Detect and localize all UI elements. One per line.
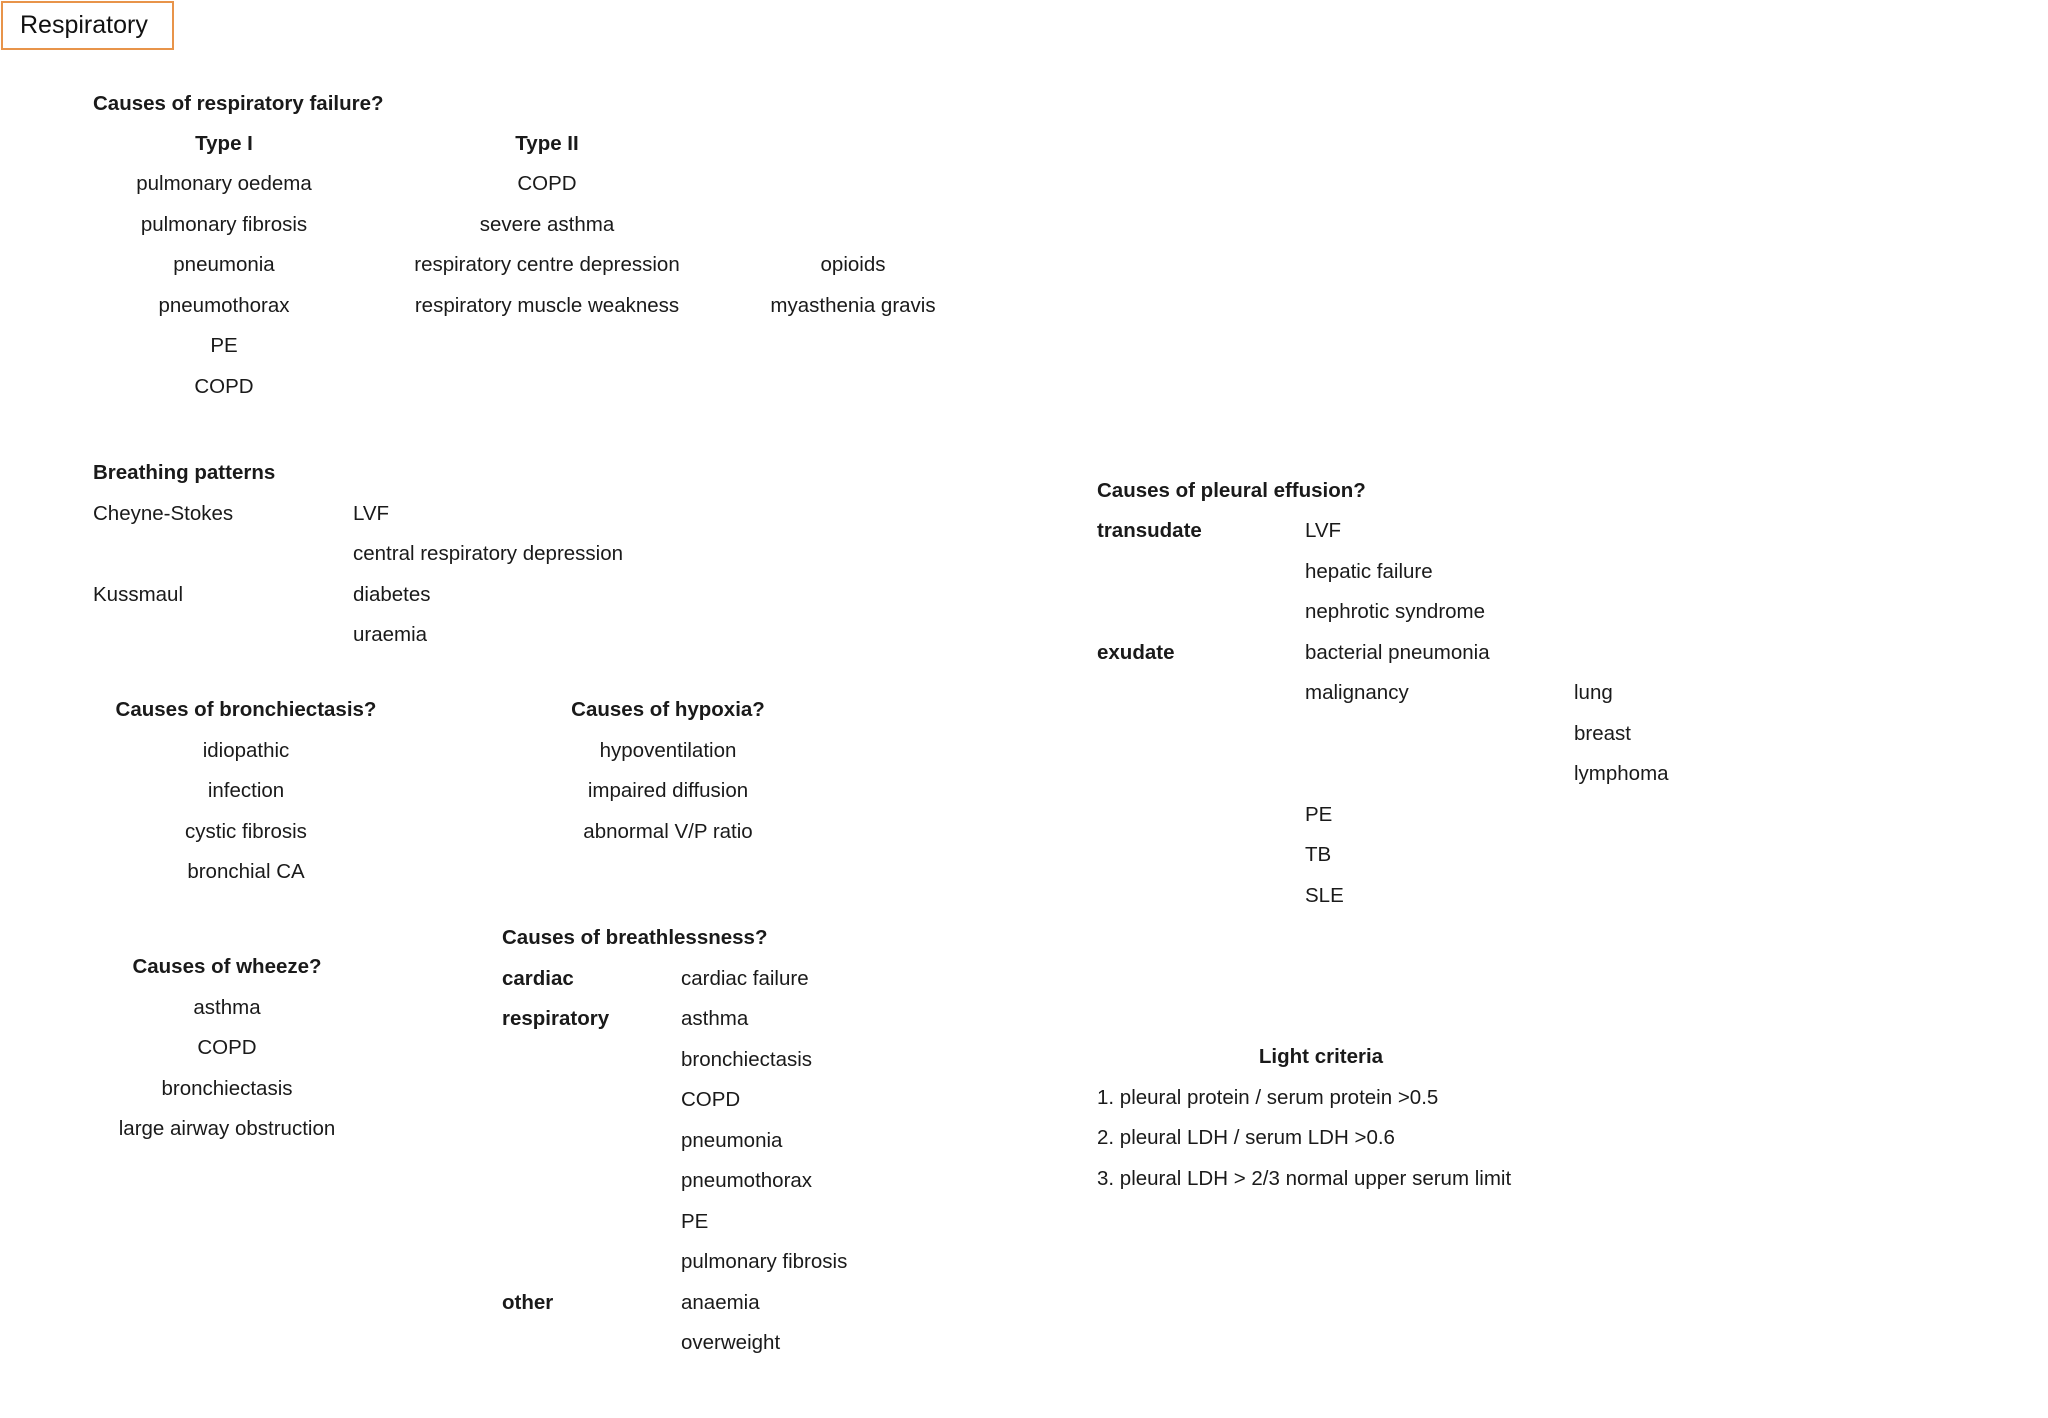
list-item: LVF (353, 502, 390, 525)
group-label: cardiac (502, 967, 574, 990)
list-item: PE (1305, 803, 1333, 826)
list-item: infection (207, 779, 285, 802)
column-header-type-2: Type II (515, 132, 579, 155)
section-title: Causes of bronchiectasis? (115, 698, 377, 721)
list-item: hepatic failure (1305, 560, 1433, 583)
list-item: overweight (681, 1331, 781, 1354)
list-item: opioids (820, 253, 886, 276)
list-item: bronchiectasis (681, 1048, 813, 1071)
section-title: Breathing patterns (93, 461, 276, 484)
section-title: Causes of respiratory failure? (93, 92, 384, 115)
section-title: Causes of pleural effusion? (1097, 479, 1366, 502)
list-item: diabetes (353, 583, 431, 606)
list-item: PE (681, 1210, 709, 1233)
list-item: respiratory muscle weakness (414, 294, 680, 317)
tab-respiratory[interactable]: Respiratory (1, 1, 174, 50)
list-item: central respiratory depression (353, 542, 624, 565)
list-item: lymphoma (1574, 762, 1669, 785)
list-item: pneumothorax (158, 294, 290, 317)
list-item: nephrotic syndrome (1305, 600, 1486, 623)
list-item: cystic fibrosis (185, 820, 307, 843)
list-item: asthma (193, 996, 261, 1019)
list-item: 2. pleural LDH / serum LDH >0.6 (1097, 1126, 1395, 1149)
list-item: pulmonary oedema (136, 172, 312, 195)
list-item: idiopathic (202, 739, 290, 762)
list-item: impaired diffusion (587, 779, 749, 802)
list-item: COPD (517, 172, 577, 195)
list-item: malignancy (1305, 681, 1409, 704)
list-item: 1. pleural protein / serum protein >0.5 (1097, 1086, 1439, 1109)
list-item: breast (1574, 722, 1631, 745)
list-item: anaemia (681, 1291, 760, 1314)
list-item: pneumothorax (681, 1169, 813, 1192)
list-item: pneumonia (681, 1129, 783, 1152)
list-item: cardiac failure (681, 967, 809, 990)
list-item: TB (1305, 843, 1332, 866)
group-label: exudate (1097, 641, 1175, 664)
section-title: Causes of wheeze? (132, 955, 322, 978)
list-item: SLE (1305, 884, 1344, 907)
list-item: respiratory centre depression (414, 253, 680, 276)
column-header-type-1: Type I (195, 132, 253, 155)
list-item: PE (210, 334, 238, 357)
list-item: asthma (681, 1007, 749, 1030)
group-label: respiratory (502, 1007, 610, 1030)
list-item: COPD (197, 1036, 257, 1059)
list-item: bacterial pneumonia (1305, 641, 1490, 664)
group-label: transudate (1097, 519, 1202, 542)
pattern-name: Cheyne-Stokes (93, 502, 234, 525)
list-item: abnormal V/P ratio (583, 820, 753, 843)
list-item: COPD (194, 375, 254, 398)
list-item: severe asthma (479, 213, 615, 236)
list-item: myasthenia gravis (770, 294, 936, 317)
list-item: 3. pleural LDH > 2/3 normal upper serum limit (1097, 1167, 1512, 1190)
list-item: lung (1574, 681, 1613, 704)
list-item: LVF (1305, 519, 1342, 542)
list-item: COPD (681, 1088, 741, 1111)
list-item: pneumonia (173, 253, 275, 276)
group-label: other (502, 1291, 554, 1314)
list-item: large airway obstruction (118, 1117, 336, 1140)
list-item: bronchiectasis (161, 1077, 293, 1100)
section-title: Causes of hypoxia? (571, 698, 765, 721)
list-item: uraemia (353, 623, 428, 646)
list-item: pulmonary fibrosis (140, 213, 308, 236)
list-item: pulmonary fibrosis (681, 1250, 848, 1273)
section-title: Causes of breathlessness? (502, 926, 768, 949)
list-item: bronchial CA (187, 860, 305, 883)
section-title: Light criteria (1258, 1045, 1384, 1068)
list-item: hypoventilation (599, 739, 737, 762)
pattern-name: Kussmaul (93, 583, 184, 606)
